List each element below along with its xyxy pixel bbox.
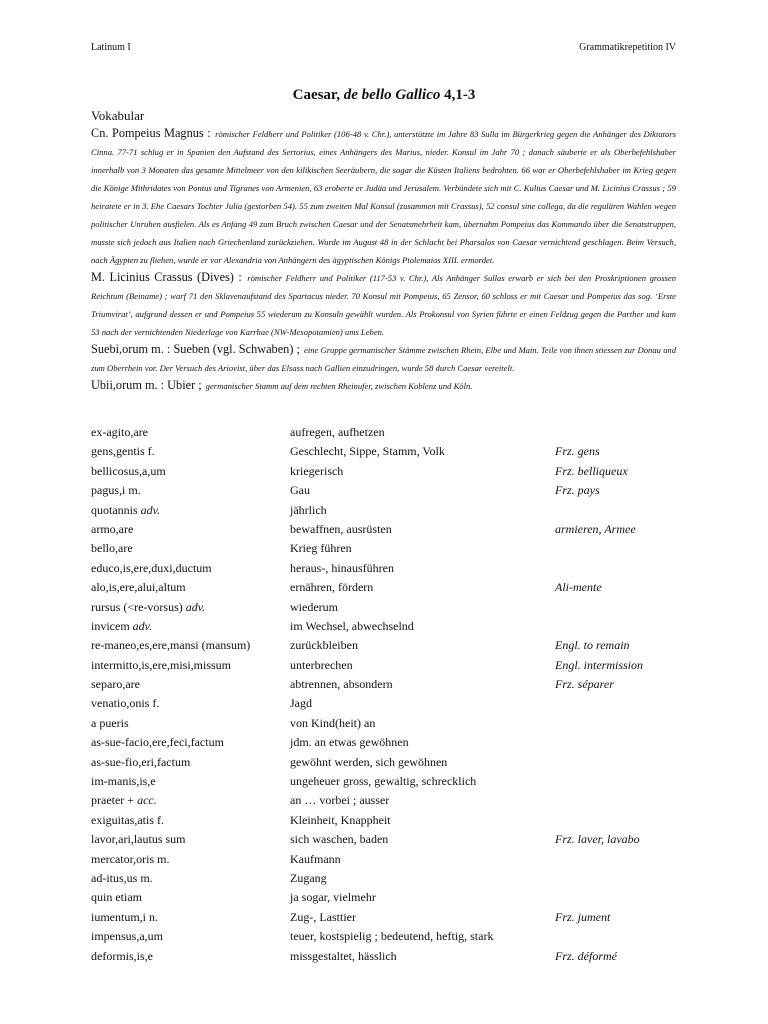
vocab-row (91, 675, 691, 694)
vocab-german: abtrennen, absondern (290, 677, 393, 692)
vocab-row (91, 850, 691, 869)
intro-entry (91, 124, 676, 268)
vocab-row (91, 947, 691, 966)
vocab-row (91, 753, 691, 772)
vocab-latin-word: separo,are (91, 677, 140, 692)
vocab-note: armieren, Armee (555, 521, 636, 536)
vocab-row (91, 656, 691, 675)
vocab-german: ernähren, fördern (290, 580, 374, 595)
vocab-german: kriegerisch (290, 463, 344, 478)
vocab-latin (91, 539, 133, 558)
vocab-latin (91, 559, 212, 578)
vocab-latin-word: bello,are (91, 541, 133, 556)
vocab-latin (91, 927, 163, 946)
vocab-row (91, 501, 691, 520)
vocab-latin-word: invicem (91, 618, 130, 633)
vocab-latin-word: im-manis,is,e (91, 774, 156, 789)
vocab-latin-word: quin etiam (91, 890, 142, 905)
vocab-german: an … vorbei ; ausser (290, 793, 390, 808)
intro-entry-lemma: Ubii,orum m. : Ubier ; (91, 378, 202, 392)
vocab-note: Frz. jument (555, 909, 611, 924)
vocab-latin (91, 636, 250, 655)
vocab-latin (91, 811, 164, 830)
vocab-note: Engl. intermission (555, 657, 644, 672)
vocab-latin-word: quotannis (91, 502, 138, 517)
intro-entry-lemma: M. Licinius Crassus (Dives) : (91, 270, 242, 284)
vocab-note: Frz. pays (555, 483, 600, 498)
vocab-latin-word: ex-agito,are (91, 425, 148, 439)
vocab-german: aufregen, aufhetzen (290, 425, 385, 439)
vocab-latin (91, 656, 231, 675)
vocab-note: Frz. laver, lavabo (555, 832, 640, 847)
vocab-latin-word: as-sue-facio,ere,feci,factum (91, 735, 224, 750)
vocab-german: Geschlecht, Sippe, Stamm, Volk (290, 444, 445, 459)
vocab-row (91, 520, 691, 539)
vocab-row (91, 598, 691, 617)
vocab-german: ungeheuer gross, gewaltig, schrecklich (290, 774, 477, 789)
intro-entry (91, 376, 676, 394)
vocab-german: Jagd (290, 696, 312, 711)
header-left: Latinum I (91, 42, 131, 53)
vocab-row (91, 733, 691, 752)
vocab-row (91, 830, 691, 849)
vocab-latin-grammar-note: adv. (132, 618, 153, 633)
vocab-latin (91, 753, 190, 772)
vocab-german: von Kind(heit) an (290, 715, 376, 730)
vocab-latin-word: bellicosus,a,um (91, 463, 166, 478)
vocab-table (91, 423, 691, 966)
vocab-row (91, 772, 691, 791)
vocab-row (91, 811, 691, 830)
vocab-latin (91, 869, 153, 888)
vocab-row (91, 462, 691, 481)
vocab-latin-word: educo,is,ere,duxi,ductum (91, 560, 212, 575)
intro-entry-description: römischer Feldherr und Politiker (106-48 v. Chr.), unterstützte im Jahre 83 Sulla im Bürgerkrieg gegen die Anhänger des Diktators Cinna. 77-71 schlug er in Spanien den Aufstand des Sertorius, eines Anhängers des Marius, nieder. Konsul im Jahr 70 ; danach säuberte er als Oberbefehlshaber innerhalb von 3 Monaten das gesamte Mittelmeer von den kilikischen Seeräubern, die sogar die Küsten Italiens bedrohten. 66 war er Oberbefehlshaber im Krieg gegen die Könige Mithridates von Pontus und Tigranes von Armenien, 63 eroberte er Judäa und Jerusalem. Verbündete sich mit C. Kulius Caesar und M. Licinius Crassus ; 59 heiratete er in 3. Ehe Caesars Tochter Julia (gestorben 54). 55 zum zweiten Mal Konsul (zusammen mit Crassus), 52 consul sine collega, da die regulären Wahlen wegen politischer Unruhen ausfielen. Als es Anfang 49 zum Bruch zwischen Caesar und der Senatsmehrheit kam, übernahm Pompeius das Kommando über die Senatstruppen, musste sich jedoch aus Italien nach Griechenland zurückziehen. Wurde im August 48 in der Schlacht bei Pharsalos von Caesar vernichtend geschlagen. Beim Versuch, nach Ägypten zu fliehen, wurde er vor Alexandria von Anhängern des ägyptischen Königs Ptolemaios XIII. ermordet. (91, 129, 677, 265)
intro-entry-lemma: Cn. Pompeius Magnus : (91, 126, 211, 140)
vocab-row (91, 617, 691, 636)
vocab-row (91, 423, 691, 442)
intro-entry-description: römischer Feldherr und Politiker (117-53 v. Chr.), Als Anhänger Sullas erwarb er sich bei den Proskriptionen grossen Reichtum (Beiname) ; warf 71 den Sklavenaufstand des Spartacus nieder. 70 Konsul mit Pompeius, 65 Zensor, 60 schloss er mit Caesar und Pompeius das sog. ‘Erste Triumvirat’, aufgrund dessen er und Pompeius 55 wiederum zu Konsuln gewählt wurden. Als Prokonsul von Syrien führte er einen Feldzug gegen die Parther und kam 53 nach der vernichtenden Niederlage von Karrhae (NW-Mesopotamien) ums Leben. (91, 273, 676, 337)
vocab-note: Frz. gens (555, 444, 600, 459)
vocab-german: jährlich (290, 502, 327, 517)
vocab-german: missgestaltet, hässlich (290, 948, 397, 963)
vocab-note: Ali-mente (555, 580, 602, 595)
vocab-latin-word: armo,are (91, 521, 134, 536)
intro-entry (91, 340, 676, 376)
intro-entry-description: eine Gruppe germanischer Stämme zwischen Rhein, Elbe und Main. Teile von ihnen stiessen zur Donau und zum Oberrhein vor. Der Versuch des Ariovist, über das Elsass nach Gallien einzudringen, wurde 58 durch Caesar vereitelt. (91, 345, 676, 373)
intro-entry (91, 268, 676, 340)
vocab-latin-word: a pueris (91, 715, 129, 730)
vocab-german: Kaufmann (290, 851, 341, 866)
vocab-german: gewöhnt werden, sich gewöhnen (290, 754, 448, 769)
vocab-row (91, 908, 691, 927)
vocab-german: unterbrechen (290, 657, 353, 672)
vocab-note: Frz. belliqueux (555, 463, 628, 478)
vocab-german: im Wechsel, abwechselnd (290, 618, 414, 633)
vocab-latin (91, 694, 159, 713)
vocab-latin (91, 617, 152, 636)
vocab-row (91, 791, 691, 810)
vocab-latin-word: intermitto,is,ere,misi,missum (91, 657, 231, 672)
vocab-latin-word: as-sue-fio,eri,factum (91, 754, 191, 769)
vocab-german: jdm. an etwas gewöhnen (290, 735, 409, 750)
page-title (0, 87, 768, 104)
vocab-german: zurückbleiben (290, 638, 358, 653)
vocab-german: heraus-, hinausführen (290, 560, 394, 575)
vocab-german: ja sogar, vielmehr (290, 890, 376, 905)
vocab-latin-word: alo,is,ere,alui,altum (91, 580, 186, 595)
title-author: Caesar, (292, 87, 340, 103)
header-right: Grammatikrepetition IV (579, 42, 676, 53)
vocab-german: bewaffnen, ausrüsten (290, 521, 392, 536)
vocab-latin-word: pagus,i m. (91, 483, 141, 498)
vocab-row (91, 578, 691, 597)
vocab-latin-word: venatio,onis f. (91, 696, 160, 711)
vocab-row (91, 559, 691, 578)
vocab-latin (91, 501, 160, 520)
vocab-german: Gau (290, 483, 310, 498)
vocab-latin-word: re-maneo,es,ere,mansi (mansum) (91, 638, 251, 653)
vocab-latin-word: deformis,is,e (91, 948, 153, 963)
vocab-latin-word: impensus,a,um (91, 929, 163, 944)
vocab-german: wiederum (290, 599, 338, 614)
vocab-latin (91, 714, 129, 733)
vocab-latin (91, 578, 186, 597)
vocab-row (91, 481, 691, 500)
intro-entries (91, 124, 676, 394)
vocab-latin-grammar-note: adv. (185, 599, 206, 614)
vocab-latin (91, 791, 157, 810)
page-header (91, 42, 676, 53)
vocab-german: Zugang (290, 870, 327, 885)
vocab-german: Zug-, Lasttier (290, 909, 356, 924)
vocab-note: Engl. to remain (555, 638, 630, 653)
vocab-german: Krieg führen (290, 541, 352, 556)
vocab-latin-word: gens,gentis f. (91, 444, 155, 459)
intro-entry-lemma: Suebi,orum m. : Sueben (vgl. Schwaben) ; (91, 342, 300, 356)
vocab-latin (91, 423, 148, 442)
vocab-latin (91, 462, 166, 481)
vocab-latin-word: exiguitas,atis f. (91, 812, 164, 827)
vocab-latin-word: iumentum,i n. (91, 909, 158, 924)
vocab-latin-grammar-note: adv. (140, 502, 161, 517)
vocab-latin (91, 442, 155, 461)
vocab-german: Kleinheit, Knappheit (290, 812, 391, 827)
vocab-latin-word: rursus (<re-vorsus) (91, 599, 183, 614)
vocab-latin (91, 481, 141, 500)
vocab-latin-word: ad-itus,us m. (91, 870, 153, 885)
vocab-note: Frz. déformé (555, 948, 617, 963)
title-ref: 4,1-3 (444, 87, 476, 103)
vocab-latin-grammar-note: acc. (137, 793, 157, 808)
vocab-row (91, 869, 691, 888)
vocab-row (91, 714, 691, 733)
vocab-latin (91, 947, 153, 966)
vocab-latin (91, 850, 170, 869)
vocab-latin (91, 733, 224, 752)
vocab-latin (91, 598, 205, 617)
title-work: de bello Gallico (343, 87, 441, 103)
vocab-row (91, 442, 691, 461)
vocab-latin-word: lavor,ari,lautus sum (91, 832, 186, 847)
vocab-latin (91, 675, 140, 694)
vocab-latin-word: mercator,oris m. (91, 851, 170, 866)
vocab-row (91, 636, 691, 655)
vocab-row (91, 927, 691, 946)
intro-entry-description: germanischer Stamm auf dem rechten Rheinufer, zwischen Koblenz und Köln. (205, 381, 473, 391)
vocab-german: teuer, kostspielig ; bedeutend, heftig, stark (290, 929, 494, 944)
vocab-german: sich waschen, baden (290, 832, 389, 847)
vocab-row (91, 694, 691, 713)
vocab-latin (91, 830, 186, 849)
vocab-latin (91, 772, 156, 791)
intro-section (91, 108, 676, 394)
vocab-latin (91, 888, 142, 907)
vokabular-heading: Vokabular (91, 108, 145, 123)
vocab-note: Frz. séparer (555, 677, 614, 692)
vocab-latin (91, 520, 133, 539)
vocab-row (91, 539, 691, 558)
vocab-latin (91, 908, 158, 927)
vocab-latin-word: praeter + (91, 793, 135, 808)
vocab-row (91, 888, 691, 907)
